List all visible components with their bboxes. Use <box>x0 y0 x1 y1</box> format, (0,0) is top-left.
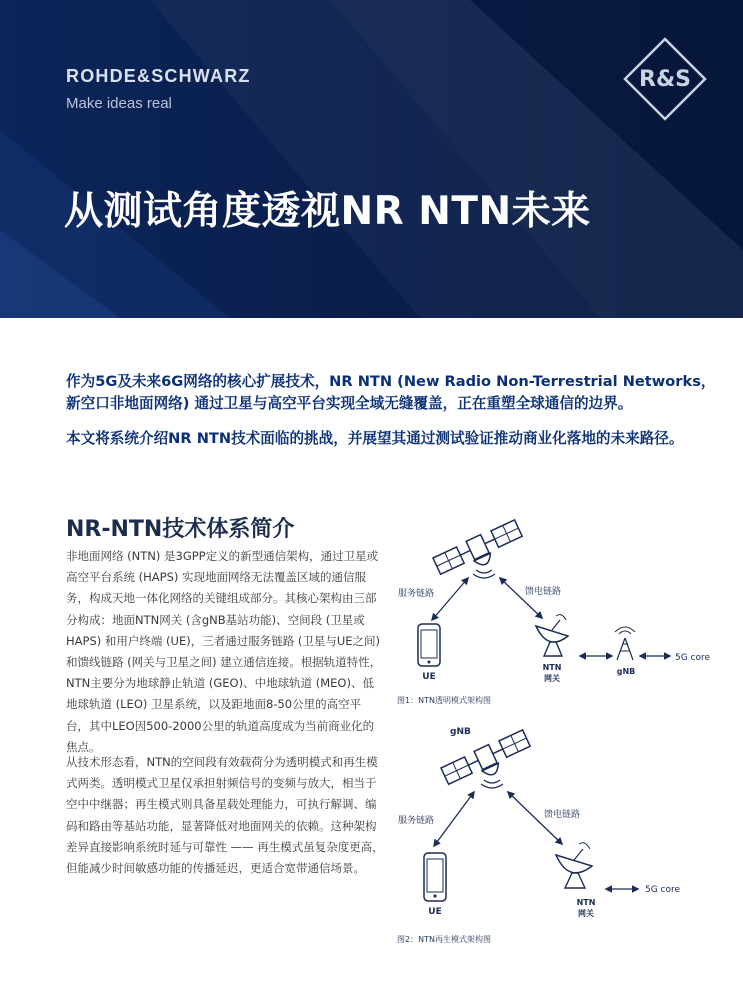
core-label: 5G core <box>645 885 681 895</box>
gateway-label: 网关 <box>578 909 594 918</box>
intro-paragraph-2: 本文将系统介绍NR NTN技术面临的挑战，并展望其通过测试验证推动商业化落地的未来路径。 <box>66 430 684 447</box>
ntn-gateway-dish-icon <box>536 615 568 656</box>
feeder-link-label: 馈电链路 <box>544 810 581 820</box>
core-label: 5G core <box>675 653 711 663</box>
section-title: NR-NTN技术体系简介 <box>66 517 295 542</box>
rs-logo-icon <box>622 36 708 122</box>
satellite-icon <box>441 729 535 793</box>
service-link-arrow <box>434 792 474 846</box>
figure-transparent-mode <box>390 508 730 693</box>
service-link-arrow <box>432 578 468 620</box>
gateway-label: 网关 <box>544 674 560 683</box>
gnb-tower-icon <box>615 627 635 660</box>
feeder-link-arrow <box>500 578 542 618</box>
satellite-icon <box>433 519 527 583</box>
service-link-label: 服务链路 <box>398 589 435 599</box>
satellite-signal-icon <box>473 570 495 578</box>
ue-label: UE <box>422 672 436 682</box>
ue-phone-icon <box>424 853 446 901</box>
satellite-signal-icon <box>481 780 503 788</box>
brand-name: ROHDE&SCHWARZ <box>66 66 251 86</box>
logo-text: R&S <box>639 67 691 92</box>
ntn-gateway-dish-icon <box>556 843 592 888</box>
ue-label: UE <box>428 907 442 917</box>
ntn-label: NTN <box>542 663 562 672</box>
figure-regenerative-mode <box>390 720 730 930</box>
gnb-label: gNB <box>616 667 636 676</box>
figure-2-caption: 图2：NTN再生模式架构图 <box>397 935 491 944</box>
intro-paragraph-1: 作为5G及未来6G网络的核心扩展技术，NR NTN (New Radio Non-Terrestrial Networks，新空口非地面网络) 通过卫星与高空平台实现全域无缝覆盖，正在重塑全球通信的边界。 <box>66 373 716 412</box>
hero-banner <box>0 0 743 318</box>
section-paragraph-2: 从技术形态看，NTN的空间段有效载荷分为透明模式和再生模式两类。透明模式卫星仅承担射频信号的变频与放大，相当于空中中继器；再生模式则具备星载处理能力，可执行解调、编码和路由等基站功能，显著降低对地面网关的依赖。这种架构差异直接影响系统时延与可靠性 —— 再生模式虽复杂度更高，但能减少时间敏感功能的传播延迟，更适合宽带通信场景。 <box>66 755 384 876</box>
brand-tagline: Make ideas real <box>66 95 172 112</box>
satellite-gnb-label: gNB <box>450 727 471 737</box>
figure-1-caption: 图1：NTN透明模式架构图 <box>397 696 491 705</box>
page-title: 从测试角度透视NR NTN未来 <box>64 189 591 234</box>
ntn-label: NTN <box>576 898 596 907</box>
ue-phone-icon <box>418 624 440 666</box>
feeder-link-label: 馈电链路 <box>525 587 562 597</box>
service-link-label: 服务链路 <box>398 816 435 826</box>
section-paragraph-1: 非地面网络 (NTN) 是3GPP定义的新型通信架构，通过卫星或高空平台系统 (HAPS) 实现地面网络无法覆盖区域的通信服务，构成天地一体化网络的关键组成部分。其核心架构由三部分构成：地面NTN网关 (含gNB基站功能)、空间段 (卫星或HAPS) 和用户终端 (UE)，三者通过服务链路 (卫星与UE之间) 和馈线链路 (网关与卫星之间) 建立通信连接。根据轨道特性，NTN主要分为地球静止轨道 (GEO)、中地球轨道 (MEO)、低地球轨道 (LEO) 卫星系统，以及距地面8-50公里的高空平台，其中LEO因500-2000公里的轨道高度成为当前商业化的焦点。 <box>66 549 382 754</box>
